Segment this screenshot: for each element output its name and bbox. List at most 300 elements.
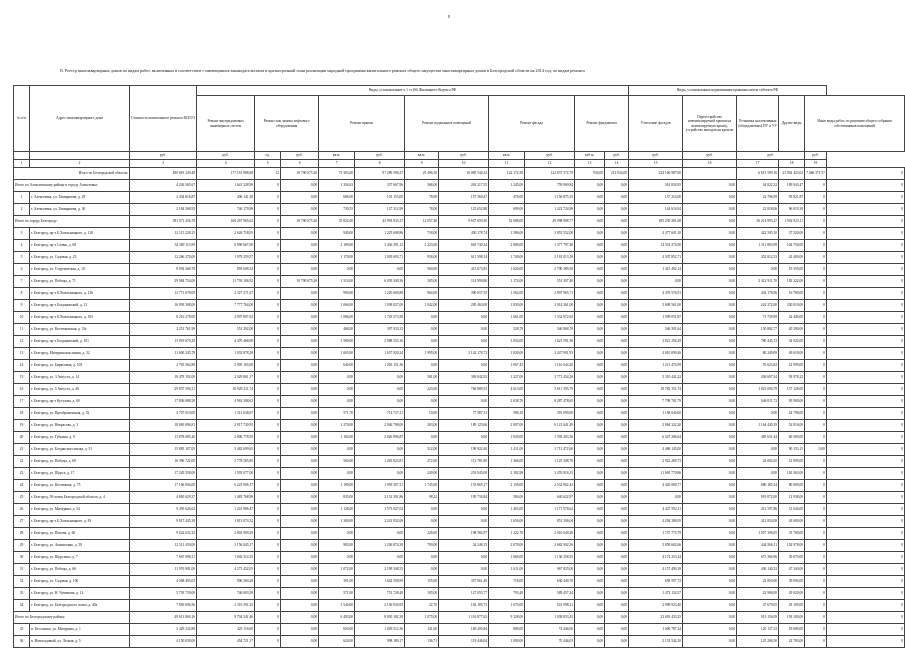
row-value: 0 [805, 516, 827, 528]
row-value: 436 697,34 [737, 372, 779, 384]
row-value: 0,00 [575, 396, 605, 408]
row-value: 8 287 478,65 [525, 396, 575, 408]
row-number: 29 [14, 540, 30, 552]
row-value: 0,00 [281, 312, 319, 324]
row-value: 78,00 [405, 192, 439, 204]
row-value: 185 239 281,68 [629, 216, 683, 228]
row-address: Итого по городу Белгороду: [14, 216, 130, 228]
row-value: 3 611 395,79 [525, 384, 575, 396]
row-value: 102 185,73 [439, 600, 489, 612]
row-value: 10 790 675,20 [281, 216, 319, 228]
row-value: 0,00 [281, 288, 319, 300]
row-value: 2 136 030,93 [355, 600, 405, 612]
row-number: 11 [14, 324, 30, 336]
row-value: 468,00 [319, 324, 355, 336]
row-value: 0,00 [575, 408, 605, 420]
row-value: 2 817 730,93 [197, 420, 255, 432]
column-number-cell: 11 [489, 160, 525, 168]
row-value: 0 [255, 564, 281, 576]
row-value: 7 777 764,00 [197, 300, 255, 312]
row-value: 0,00 [281, 396, 319, 408]
row-value: 0 [255, 480, 281, 492]
row-value: 0,00 [605, 396, 629, 408]
row-value: 0,00 [683, 516, 737, 528]
row-value: 0,00 [605, 336, 629, 348]
row-value: 0 [805, 492, 827, 504]
row-value: 7 850 006,56 [130, 600, 197, 612]
row-value: 0 [826, 288, 904, 300]
row-address: Итого по Белгородскому району: [14, 612, 130, 624]
table-row [14, 516, 905, 528]
row-value: 0,00 [737, 444, 779, 456]
row-value: 47 340,00 [779, 564, 805, 576]
row-address: г. Белгород, ул. Садовая, д. 106 [30, 576, 130, 588]
row-value: 0,00 [405, 312, 439, 324]
row-value: 119 446,04 [439, 636, 489, 648]
row-value: 2 998 923,40 [629, 600, 683, 612]
row-value: 0,00 [355, 444, 405, 456]
row-value: 20 290,00 [779, 324, 805, 336]
row-value: 0,00 [281, 588, 319, 600]
row-value: 1 241 886,47 [197, 504, 255, 516]
row-value: 0,00 [281, 432, 319, 444]
table-row [14, 552, 905, 564]
row-value: 0 [805, 288, 827, 300]
row-value: 4 275 432,05 [197, 564, 255, 576]
row-value: 0,00 [575, 636, 605, 648]
row-value: 0,00 [355, 552, 405, 564]
column-number-cell: 4 [197, 160, 255, 168]
row-value: 0,00 [605, 540, 629, 552]
row-value: 12 511 450,00 [130, 540, 197, 552]
row-value: 0 [826, 396, 904, 408]
row-value: 7 667 098,31 [130, 552, 197, 564]
row-value: 0 [805, 552, 827, 564]
row-value: 397 933,33 [355, 324, 405, 336]
row-value: 551 292,00 [197, 324, 255, 336]
row-value: 0 [805, 276, 827, 288]
row-value: 0,00 [281, 408, 319, 420]
table-row [14, 456, 905, 468]
row-value: 366,00 [405, 180, 439, 192]
row-address: г. Белгород, ул. Садовая, д. 23 [30, 252, 130, 264]
row-value: 0 [255, 204, 281, 216]
row-value: 913 156,09 [737, 612, 779, 624]
unit-cell: руб. [805, 152, 827, 160]
row-value: 1 830,00 [489, 300, 525, 312]
row-value: 0,00 [605, 624, 629, 636]
row-value: 1 483 768,98 [197, 492, 255, 504]
row-value: 4 613,00 [489, 384, 525, 396]
row-value: 0,00 [683, 264, 737, 276]
row-value: 10 782 151,74 [629, 384, 683, 396]
table-row [14, 636, 905, 648]
row-value: 43 600,00 [779, 516, 805, 528]
row-value: 101 153,00 [355, 192, 405, 204]
row-value: 0,00 [605, 204, 629, 216]
row-value: 2 150,00 [489, 480, 525, 492]
row-value: 0 [826, 372, 904, 384]
row-value: 34 389 113,99 [130, 240, 197, 252]
row-address: г. Белгород, пр-т Б.Хмельницкого, д. 118 [30, 228, 130, 240]
row-value: 0,00 [575, 528, 605, 540]
row-value: 0 [826, 552, 904, 564]
row-value: 2 946 798,00 [355, 420, 405, 432]
row-address: г. Белгород, ул. Преображенская, д. 52 [30, 408, 130, 420]
row-value: 512,00 [405, 444, 439, 456]
row-value: 0 [826, 168, 904, 180]
row-number: 25 [14, 492, 30, 504]
row-value: 230 010,00 [779, 300, 805, 312]
row-value: 0,00 [439, 564, 489, 576]
row-address: г. Белгород, ул. Бирюзовая, д. 103 [30, 360, 130, 372]
row-value: 0 [805, 624, 827, 636]
row-value: 0,00 [281, 480, 319, 492]
unit-cell: руб. [683, 152, 737, 160]
row-value: 0,00 [439, 312, 489, 324]
row-value: 716,00 [489, 576, 525, 588]
row-value: 0,00 [575, 336, 605, 348]
row-value: 422 595,10 [737, 228, 779, 240]
row-value: 0 [255, 180, 281, 192]
row-value: 1 168 040,00 [629, 408, 683, 420]
row-value: 0,00 [575, 492, 605, 504]
row-value: 0,00 [355, 396, 405, 408]
row-value: 0 [826, 408, 904, 420]
header-elevator: Ремонт или замена лифтового оборудования [255, 96, 319, 152]
row-value: 1 174,00 [489, 276, 525, 288]
row-number: 19 [14, 420, 30, 432]
row-value: 0,00 [605, 636, 629, 648]
row-value: 8 830 182,30 [355, 612, 405, 624]
row-value: 37 520,00 [779, 228, 805, 240]
column-numbers-row [14, 160, 905, 168]
row-value: 1 038 827,00 [355, 300, 405, 312]
row-value: 2 223,00 [405, 240, 439, 252]
table-total-row [14, 612, 905, 624]
row-value: 1 038 853,45 [525, 612, 575, 624]
row-value: 0 [826, 480, 904, 492]
row-value: 0,00 [575, 600, 605, 612]
row-value: 18 065 096,81 [130, 420, 197, 432]
unit-cell: кв.м. [405, 152, 439, 160]
row-address: п. Бессоново, ул. Мичурина, д. 1 [30, 624, 130, 636]
row-value: 0 [255, 324, 281, 336]
row-value: 1 075,00 [405, 612, 439, 624]
row-value: 0,00 [605, 612, 629, 624]
row-address: г. Белгород, ул. 5 Августа, д. 40 [30, 384, 130, 396]
row-value: 6 347 286,64 [629, 432, 683, 444]
row-value: 0,00 [683, 396, 737, 408]
row-value: 43 100,00 [779, 600, 805, 612]
row-value: 0,00 [683, 540, 737, 552]
row-value: 0,00 [405, 552, 439, 564]
row-value: 0,00 [605, 420, 629, 432]
row-address: г. Белгород, ул. Щорса, д. 17 [30, 468, 130, 480]
row-value: 0,00 [355, 264, 405, 276]
row-value: 102 978,00 [779, 540, 805, 552]
row-value: 2 790 289,30 [525, 264, 575, 276]
row-value: 1 415 492,14 [629, 264, 683, 276]
row-value: 0,00 [605, 492, 629, 504]
table-row [14, 288, 905, 300]
row-value: 1 586,00 [489, 228, 525, 240]
row-value: 0 [255, 288, 281, 300]
row-value: 0,00 [281, 240, 319, 252]
row-value: 1 164 440,19 [737, 420, 779, 432]
row-value: 0 [805, 180, 827, 192]
row-value: 1 313 638,67 [197, 408, 255, 420]
row-value: 0 [826, 600, 904, 612]
row-value: 0,00 [605, 180, 629, 192]
row-value: 2 133 544,10 [629, 636, 683, 648]
row-value: 0 [255, 444, 281, 456]
row-address: г. Белгород, пр-т Богдановский, д. 21 [30, 300, 130, 312]
row-value: 0 [805, 336, 827, 348]
row-value: 0 [805, 300, 827, 312]
row-value: 0,00 [439, 432, 489, 444]
row-value: 714 737,31 [355, 408, 405, 420]
row-value: 12 938,00 [779, 492, 805, 504]
row-value: 224 166 987,00 [629, 168, 683, 180]
row-value: 0 [255, 588, 281, 600]
row-value: 0,00 [683, 588, 737, 600]
row-value: 29 837 594,31 [130, 384, 197, 396]
row-value: 1 170,00 [319, 252, 355, 264]
row-number: 33 [14, 588, 30, 600]
row-value: 285 463,00 [439, 300, 489, 312]
row-value: 4 420 080,77 [629, 480, 683, 492]
row-value: 1 222 724,98 [525, 204, 575, 216]
row-value: 3 429 232,80 [130, 624, 197, 636]
row-value: 2 247 901,93 [525, 348, 575, 360]
row-value: 127 312,99 [355, 204, 405, 216]
unit-cell [30, 152, 130, 160]
row-value: 0,00 [605, 576, 629, 588]
row-value: 0,00 [281, 228, 319, 240]
row-value: 39 094,00 [779, 576, 805, 588]
row-value: 114 990,86 [439, 276, 489, 288]
row-value: 560,00 [405, 264, 439, 276]
row-number: 22 [14, 456, 30, 468]
row-value: 1 220 600,80 [355, 288, 405, 300]
row-value: 1 265 151,36 [355, 360, 405, 372]
row-value: 0 [255, 192, 281, 204]
row-value: 96 019,30 [779, 204, 805, 216]
row-value: 165 363,00 [779, 468, 805, 480]
row-value: 0,00 [405, 336, 439, 348]
row-value: 1 136 358,35 [525, 552, 575, 564]
row-value: 49 613 860,16 [130, 612, 197, 624]
row-value: 0,00 [281, 420, 319, 432]
row-value: 0,00 [319, 528, 355, 540]
row-value: 105,00 [405, 588, 439, 600]
row-value: 1 593 077,00 [197, 468, 255, 480]
row-value: 1 033 878,28 [197, 348, 255, 360]
row-value: 6 223 096,17 [197, 480, 255, 492]
row-value: 95 900,00 [779, 396, 805, 408]
header-internal: Ремонт внутридомовых инженерных систем [197, 96, 255, 152]
row-value: 305,00 [405, 276, 439, 288]
table-row [14, 444, 905, 456]
row-value: 2 316 391,25 [197, 600, 255, 612]
row-value: 0,00 [575, 312, 605, 324]
row-value: 73 383,00 [319, 168, 355, 180]
row-value: 0,00 [281, 624, 319, 636]
unit-cell: руб. [629, 152, 683, 160]
row-value: 2 765 562,80 [130, 360, 197, 372]
row-value: 3 713 472,60 [525, 444, 575, 456]
row-value: 0,00 [281, 204, 319, 216]
row-address: п. Новосадовый, ул. Лесная, д. 5 [30, 636, 130, 648]
column-number-cell: 2 [30, 160, 130, 168]
row-value: 0 [826, 576, 904, 588]
row-value: 11 665 770,86 [629, 468, 683, 480]
row-value: 686,00 [319, 192, 355, 204]
row-value: 0 [255, 408, 281, 420]
row-value: 189 943,47 [779, 180, 805, 192]
row-value: 1 995,00 [405, 348, 439, 360]
row-value: 17 245 558,00 [130, 468, 197, 480]
row-value: 964,00 [405, 288, 439, 300]
column-number-cell: 5 [255, 160, 281, 168]
row-value: 751 728,40 [355, 588, 405, 600]
table-total-row [14, 168, 905, 180]
row-value: 1 125 308,76 [525, 456, 575, 468]
row-number: 35 [14, 624, 30, 636]
row-address: г. Белгород, ул. Некрасова, д. 3 [30, 420, 130, 432]
row-value: 0,00 [575, 288, 605, 300]
row-value: 1 472 154,57 [629, 588, 683, 600]
header-meters: Установка коллективных (общедомовых) ПУ и УУ [737, 96, 779, 152]
row-value: 412 854,08 [737, 516, 779, 528]
row-value: 361 834,95 [629, 180, 683, 192]
row-value: 434 178,06 [737, 288, 779, 300]
column-number-cell: 9 [405, 160, 439, 168]
row-value: 0,00 [605, 384, 629, 396]
row-value: 0 [826, 636, 904, 648]
row-value: 0,00 [683, 192, 737, 204]
row-value: 177 161 888,68 [197, 168, 255, 180]
row-value: 0 [255, 636, 281, 648]
column-number-cell: 15 [629, 160, 683, 168]
row-value: 0,00 [405, 564, 439, 576]
row-value: 1 005 693,71 [355, 252, 405, 264]
row-value: 0 [826, 228, 904, 240]
row-value: 2 078,00 [489, 540, 525, 552]
row-value: 0,00 [281, 456, 319, 468]
table-row [14, 492, 905, 504]
row-value: 182 222,00 [779, 276, 805, 288]
row-value: 224 372,00 [737, 300, 779, 312]
row-value: 2 905 165,00 [197, 360, 255, 372]
row-value: 0 [805, 612, 827, 624]
row-value: 0,00 [683, 240, 737, 252]
row-value: 1 902 923,11 [779, 216, 805, 228]
row-value: 0,00 [683, 348, 737, 360]
header-reserve: Иные виды работ, по решению общего собрания собственников помещений [805, 96, 905, 152]
row-value: 0,00 [575, 444, 605, 456]
row-value: 0,00 [605, 252, 629, 264]
row-value: 0,00 [281, 444, 319, 456]
row-value: 4 307 852,71 [629, 252, 683, 264]
row-address: г. Белгород, ул. Губкина, д. 9 [30, 432, 130, 444]
row-value: 1 245,00 [489, 180, 525, 192]
row-address: г. Белгород, ул. Победы, д. 71 [30, 276, 130, 288]
row-value: 6 493,00 [319, 612, 355, 624]
row-value [683, 168, 737, 180]
row-value: 16 780,00 [779, 288, 805, 300]
row-value: 835,00 [319, 492, 355, 504]
row-address: г. Белгород, Мичуринская линия, д. 32 [30, 348, 130, 360]
row-value: 0,00 [737, 264, 779, 276]
row-value: 1 599 051,87 [629, 312, 683, 324]
row-value: 0 [805, 528, 827, 540]
row-value: 718,00 [405, 228, 439, 240]
row-value: 0,00 [683, 468, 737, 480]
row-value: 0,00 [575, 456, 605, 468]
row-value: 226,00 [405, 528, 439, 540]
row-value: 0,00 [605, 480, 629, 492]
row-value: 0 [826, 624, 904, 636]
row-value: 0 [805, 600, 827, 612]
row-value: 4 174 253,24 [629, 552, 683, 564]
column-number-cell: 14 [605, 160, 629, 168]
row-address: г. Белгород, ул. Апанасенко, д. 58 [30, 540, 130, 552]
row-value: 74 446,06 [525, 624, 575, 636]
row-value: 0 [805, 636, 827, 648]
unit-cell: кв.м. [319, 152, 355, 160]
row-value: 2 199 348,55 [355, 564, 405, 576]
row-value: 0 [826, 324, 904, 336]
column-number-cell: 19 [805, 160, 827, 168]
row-value: 0,00 [575, 240, 605, 252]
row-value: 1 332 872,63 [525, 312, 575, 324]
row-value: 0,00 [683, 216, 737, 228]
row-value: 0 [255, 432, 281, 444]
row-value: 1 540,00 [319, 600, 355, 612]
header-total: Стоимость капитального ремонта ВСЕГО [130, 86, 197, 152]
row-value: 551 307,40 [525, 276, 575, 288]
row-value: 0 [255, 384, 281, 396]
row-value: 93 978,22 [779, 372, 805, 384]
row-value: 120 137,33 [737, 624, 779, 636]
table-row [14, 588, 905, 600]
row-value: 0 [805, 564, 827, 576]
row-value: 0,00 [575, 504, 605, 516]
row-value: 16 993 308,00 [130, 300, 197, 312]
row-value: 406 141,30 [197, 192, 255, 204]
row-value: 0 [805, 228, 827, 240]
row-value: 4 477 601,10 [629, 228, 683, 240]
row-value: 10 790 675,20 [281, 168, 319, 180]
row-value: 1 661,00 [489, 312, 525, 324]
row-value: 0,00 [575, 324, 605, 336]
row-value: 454 721,17 [197, 636, 255, 648]
row-value: 1 042,00 [405, 300, 439, 312]
row-value: 0,00 [683, 504, 737, 516]
row-value: 0,00 [319, 384, 355, 396]
row-value: 0 [255, 228, 281, 240]
row-value: 0,00 [281, 564, 319, 576]
row-value: 0,00 [439, 504, 489, 516]
table-total-row [14, 180, 905, 192]
row-value: 0 [255, 276, 281, 288]
row-value: 390 657,55 [439, 288, 489, 300]
row-value: 412 597,86 [737, 504, 779, 516]
row-value: 490 881 239,48 [130, 168, 197, 180]
row-value: 624,00 [319, 636, 355, 648]
